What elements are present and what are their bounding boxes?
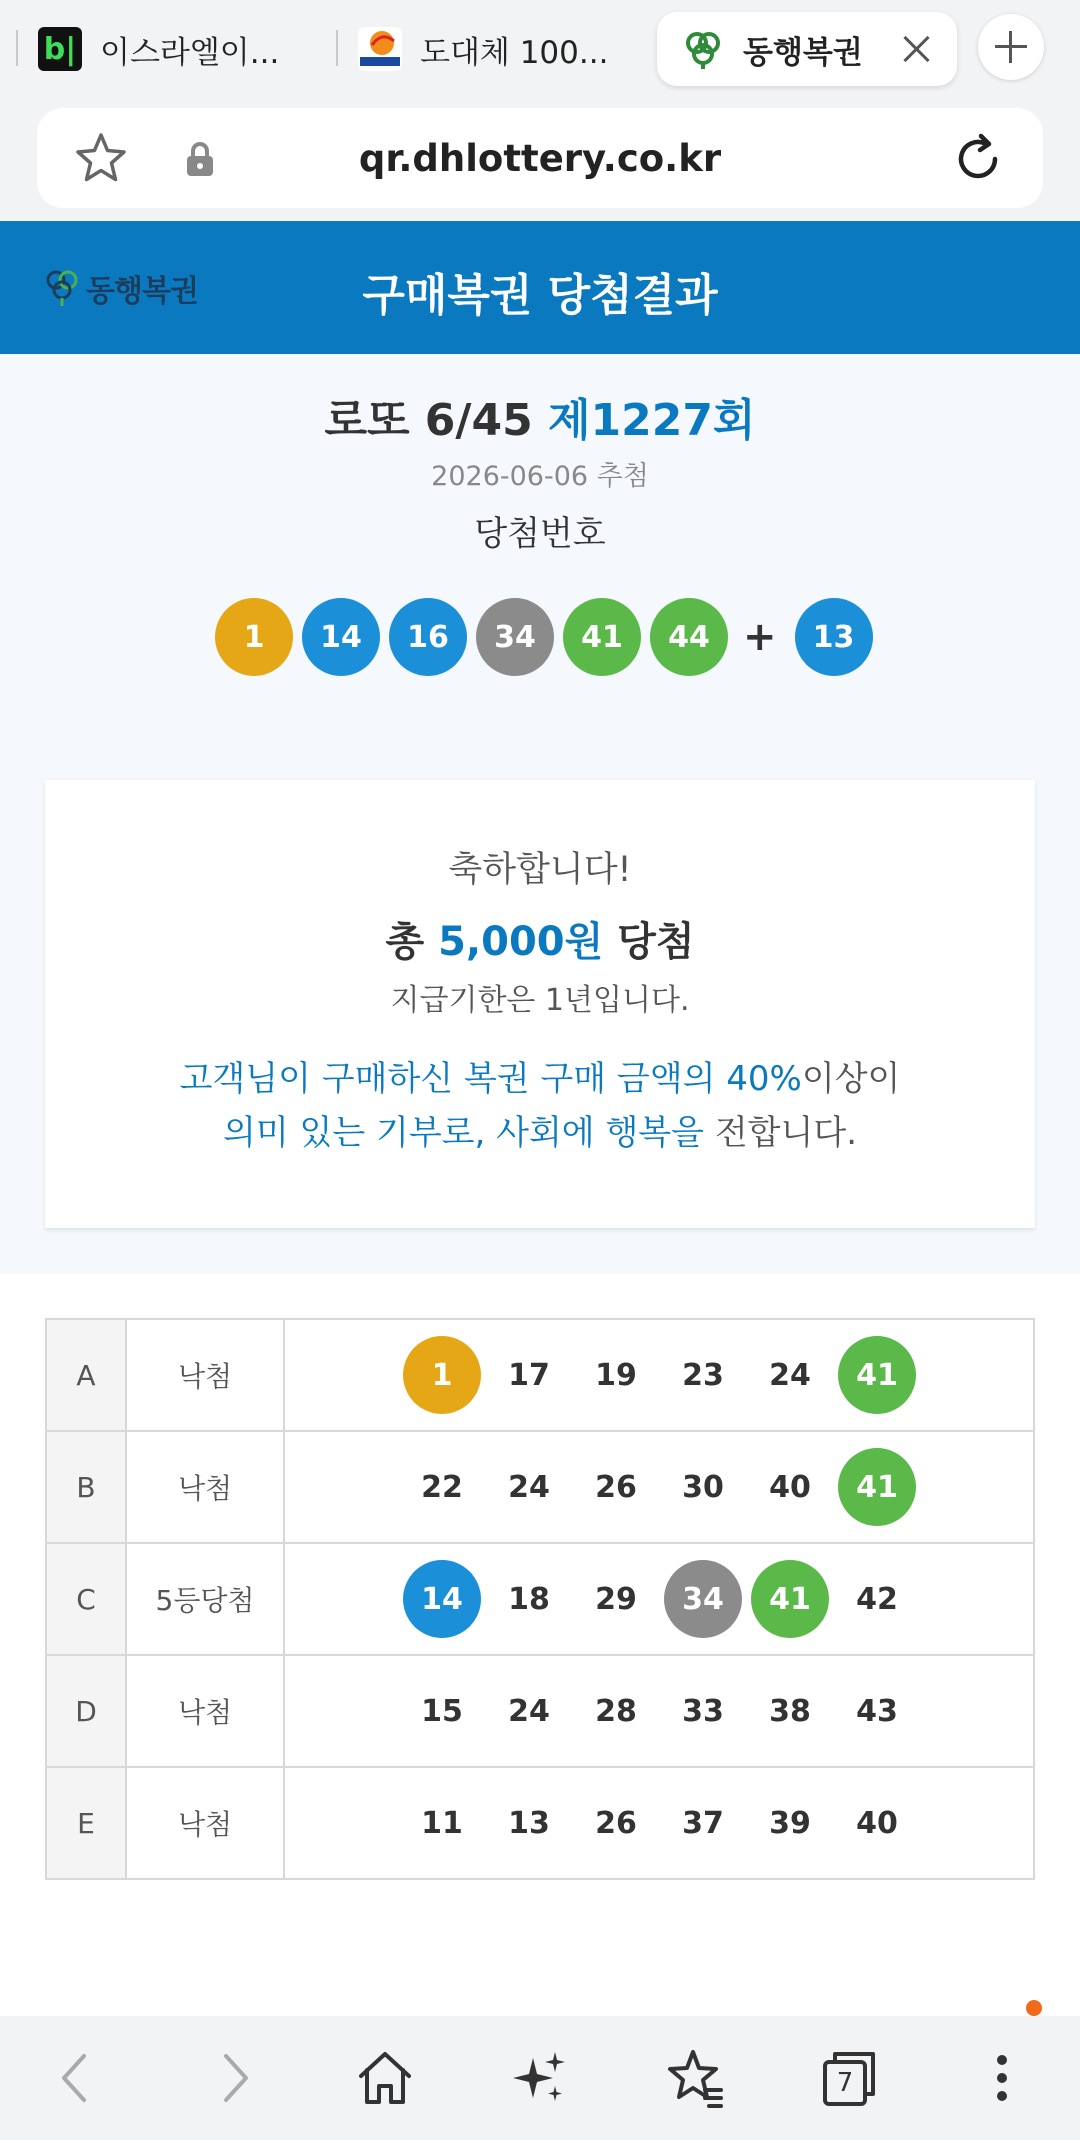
tab-count: 7 [836,2068,854,2098]
matched-number: 41 [838,1336,916,1414]
total-suffix: 당첨 [617,919,695,965]
ticket-row-status: 낙첨 [126,1655,284,1767]
ticket-number: 18 [508,1581,550,1617]
ticket-number: 42 [856,1581,898,1617]
new-tab-button[interactable] [978,14,1044,80]
ticket-number: 26 [595,1805,637,1841]
tab-separator [336,30,338,66]
ticket-number: 23 [682,1357,724,1393]
ticket-row-numbers [284,1655,1034,1767]
matched-number: 14 [403,1560,481,1638]
star-icon[interactable] [73,130,129,186]
ticket-row [46,1319,1034,1431]
prize-amount: 5,000원 [438,919,604,965]
message-text: 이상이 [801,1059,901,1099]
ticket-row-label: E [46,1767,126,1879]
ticket-number: 11 [421,1805,463,1841]
winning-ball: 14 [302,598,380,676]
url-text: qr.dhlottery.co.kr [358,136,722,180]
ticket-number: 30 [682,1469,724,1505]
ticket-row-status: 낙첨 [126,1767,284,1879]
tab-title: 도대체 100... [420,34,609,71]
ticket-row-numbers [284,1431,1034,1543]
ticket-number: 19 [595,1357,637,1393]
address-bar-container [0,100,1080,221]
ticket-number: 24 [508,1469,550,1505]
mlbpark-icon [358,27,402,71]
ticket-number: 28 [595,1693,637,1729]
winning-numbers-label: 당첨번호 [474,514,606,554]
forward-icon[interactable] [202,2046,266,2110]
round-title [0,384,1080,448]
tabs-button[interactable] [817,2046,881,2110]
ticket-number: 43 [856,1693,898,1729]
total-prefix: 총 [385,919,425,965]
message-text: 전합니다. [714,1113,857,1153]
matched-number: 34 [664,1560,742,1638]
bottom-navigation [0,2016,1080,2140]
lock-icon [185,142,215,176]
ticket-number: 13 [508,1805,550,1841]
tab-title: 동행복권 [743,34,863,71]
site-logo-text: 동행복권 [86,274,198,309]
result-card [45,780,1035,1228]
ticket-row [46,1655,1034,1767]
tab-title: 이스라엘이... [100,34,280,71]
ticket-number: 39 [769,1805,811,1841]
winning-numbers [215,598,882,676]
message-highlight: 고객님이 구매하신 복권 구매 금액의 40% [179,1059,802,1099]
plus-sign: + [743,614,777,660]
winning-ball: 41 [563,598,641,676]
ticket-table [45,1318,1035,1880]
winning-ball: 34 [476,598,554,676]
congrats-text: 축하합니다! [448,850,632,890]
ticket-number: 40 [856,1805,898,1841]
clover-icon [681,27,725,71]
matched-number: 41 [838,1448,916,1526]
address-bar[interactable] [37,108,1043,208]
ticket-row-status: 5등당첨 [126,1543,284,1655]
notification-badge [1026,2000,1042,2016]
page-title: 구매복권 당첨결과 [362,270,718,321]
ticket-row-numbers [284,1319,1034,1431]
ticket-number: 15 [421,1693,463,1729]
bookmarks-icon[interactable] [663,2046,727,2110]
matched-number: 41 [751,1560,829,1638]
b-letter-icon: b| [38,27,82,71]
ticket-number: 29 [595,1581,637,1617]
matched-number: 1 [403,1336,481,1414]
ticket-row-label: B [46,1431,126,1543]
winning-ball: 44 [650,598,728,676]
ticket-number: 24 [508,1693,550,1729]
game-name: 로또 6/45 [324,395,533,446]
home-icon[interactable] [353,2046,417,2110]
close-icon[interactable] [899,32,933,66]
ticket-row-label: A [46,1319,126,1431]
tab-dhlottery[interactable] [657,12,957,86]
ticket-row-label: C [46,1543,126,1655]
ticket-number: 17 [508,1357,550,1393]
winning-ball: 1 [215,598,293,676]
ticket-row-label: D [46,1655,126,1767]
ticket-number: 26 [595,1469,637,1505]
ticket-number: 40 [769,1469,811,1505]
reload-icon[interactable] [951,132,1005,186]
message-highlight: 의미 있는 기부로, 사회에 행복을 [222,1113,704,1153]
ticket-number: 38 [769,1693,811,1729]
bonus-ball: 13 [795,598,873,676]
menu-icon[interactable] [970,2046,1034,2110]
ticket-row [46,1767,1034,1879]
tab-israel[interactable] [38,12,279,86]
ticket-number: 22 [421,1469,463,1505]
payment-deadline: 지급기한은 1년입니다. [390,983,690,1018]
winning-ball: 16 [389,598,467,676]
ticket-row-status: 낙첨 [126,1319,284,1431]
ticket-number: 33 [682,1693,724,1729]
total-prize [45,910,1035,967]
round-number: 제1227회 [548,395,756,446]
ticket-number: 37 [682,1805,724,1841]
ticket-row-numbers [284,1767,1034,1879]
ticket-number: 24 [769,1357,811,1393]
draw-date: 2026-06-06 추첨 [431,461,649,492]
tab-mlbpark[interactable] [358,12,608,86]
site-header [0,221,1080,354]
ticket-row-status: 낙첨 [126,1431,284,1543]
ticket-row-numbers [284,1543,1034,1655]
tab-separator [16,30,18,66]
ticket-row [46,1543,1034,1655]
back-icon[interactable] [44,2046,108,2110]
donation-message [45,1052,1035,1160]
ticket-row [46,1431,1034,1543]
tab-strip [0,0,1080,100]
sparkle-icon[interactable] [507,2046,571,2110]
